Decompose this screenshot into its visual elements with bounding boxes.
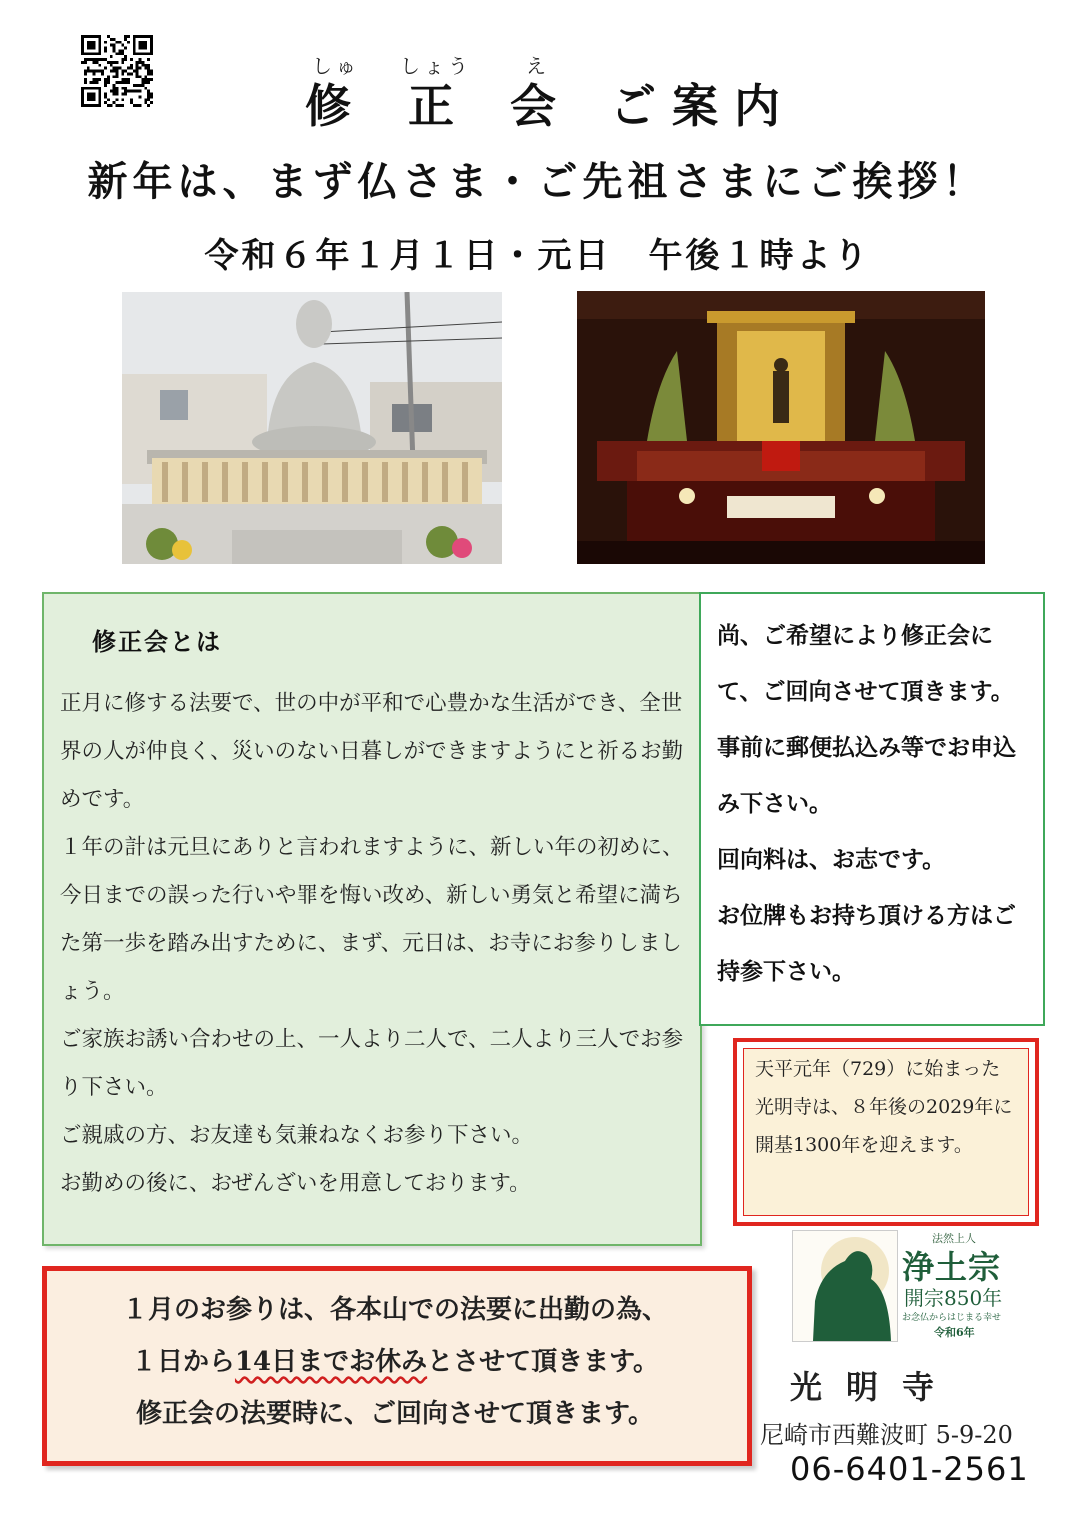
buddha-statue-photo [122,292,502,564]
about-paragraph: ご家族お誘い合わせの上、一人より二人で、二人より三人でお参り下さい。 [60,1027,684,1100]
title-char-2: 正 [408,79,470,133]
request-line: お位牌もお持ち頂ける方はご持参下さい。 [717,902,1016,985]
notice-line-2-prefix: １日から [130,1347,235,1377]
history-text [755,1050,1017,1164]
about-paragraph: お勤めの後に、おぜんざいを用意しております。 [60,1171,531,1196]
altar-photo [577,291,985,564]
history-paragraph: 天平元年（729）に始まった光明寺は、８年後の2029年に開基1300年を迎えます。 [755,1058,1013,1156]
page-title [0,70,1075,133]
notice-line-3: 修正会の法要時に、ご回向させて頂きます。 [136,1399,654,1429]
logo-tagline: お念仏からはじまる幸せ [902,1313,1002,1323]
about-body [60,680,686,1208]
subtitle: 新年は、まず仏さま・ご先祖さまにご挨拶！ [87,158,988,205]
temple-phone[interactable]: 06-6401-2561 [790,1450,1029,1488]
honen-silhouette-icon [792,1230,898,1342]
title-char-1: 修 [305,79,367,133]
request-line: 尚、ご希望により修正会にて、ご回向させて頂きます。 [717,622,1014,705]
about-paragraph: １年の計は元旦にありと言われますように、新しい年の初めに、今日までの誤った行いや罪を悔い改め、新しい勇気と希望に満ちた第一歩を踏み出すために、まず、元日は、お寺にお参りしましょう。 [60,835,684,1004]
request-line: 回向料は、お志です。 [717,846,946,873]
logo-anniversary: 開宗850年 [904,1286,1003,1310]
january-notice-text [50,1284,740,1440]
notice-line-1: １月のお参りは、各本山での法要に出勤の為、 [121,1295,668,1325]
about-paragraph: 正月に修する法要で、世の中が平和で心豊かな生活ができ、全世界の人が仲良く、災いのない日暮しができますようにと祈るお勤めです。 [60,691,684,812]
request-line: 事前に郵便払込み等でお申込み下さい。 [717,734,1016,817]
temple-address: 尼崎市西難波町 5-9-20 [760,1421,1013,1449]
logo-era: 令和6年 [934,1326,975,1339]
ruby-e: え [526,54,550,78]
logo-jodoshu: 浄土宗 [902,1248,1002,1286]
notice-closed-period: 14日までお休み [234,1347,428,1377]
notice-line-2 [50,1336,740,1388]
ruby-shu: しゅ [312,54,360,78]
temple-name: 光明寺 [790,1368,959,1406]
jodo-shu-850-logo [792,1228,1022,1344]
title-char-3: 会 [510,79,572,133]
title-annai: ご案内 [610,79,796,133]
ruby-sho: しょう [400,54,472,78]
event-date: 令和６年１月１日・元日 午後１時より [204,236,871,276]
logo-honen-label: 法然上人 [932,1232,976,1245]
memorial-request-text [717,608,1037,1000]
about-paragraph: ご親戚の方、お友達も気兼ねなくお参り下さい。 [60,1123,534,1148]
notice-line-2-suffix: とさせて頂きます。 [427,1347,660,1377]
about-heading: 修正会とは [92,627,222,656]
